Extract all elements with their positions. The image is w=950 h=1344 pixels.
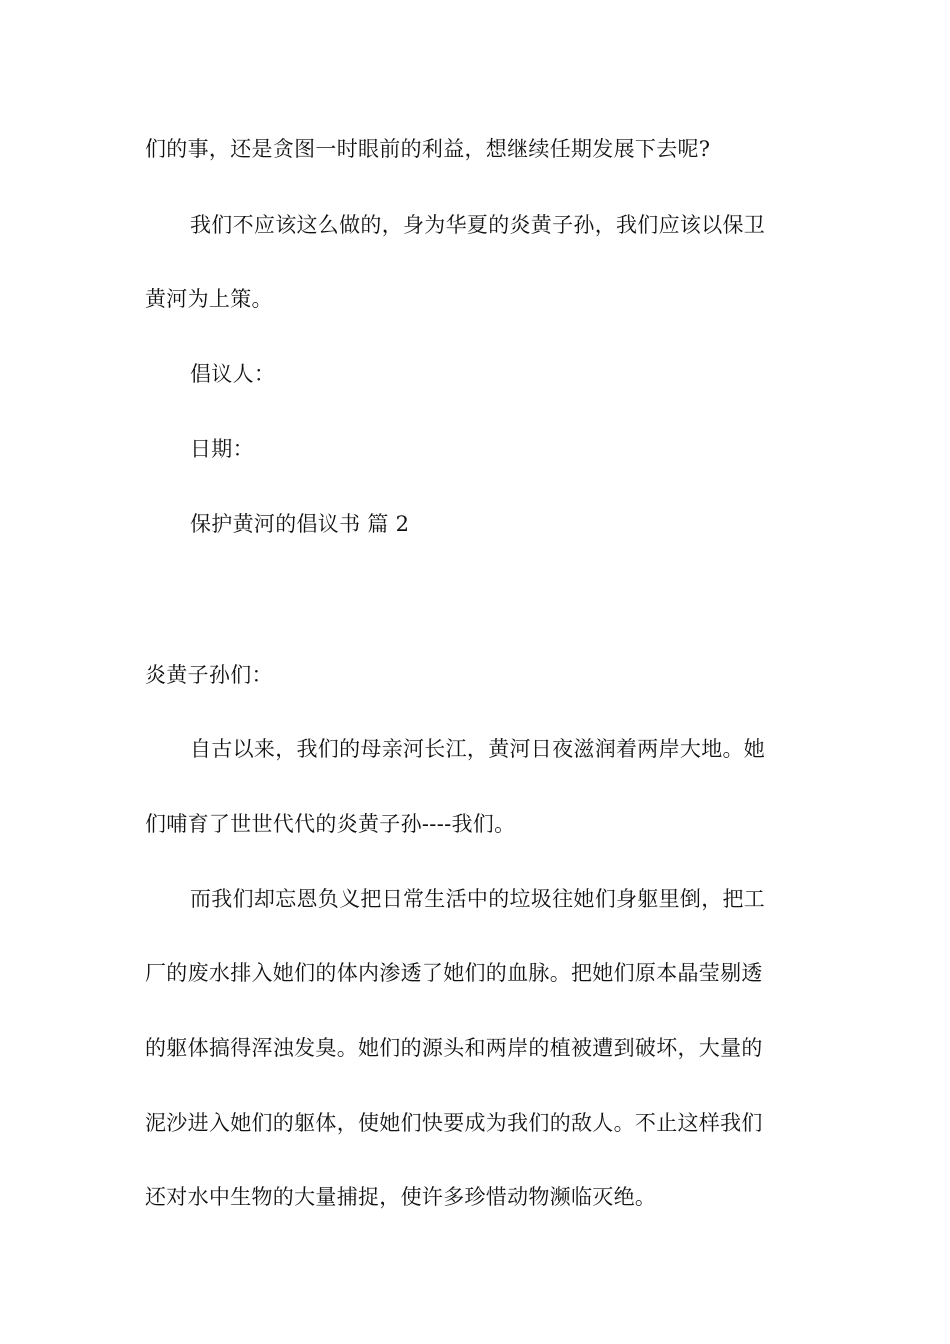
paragraph-line: 们的事，还是贪图一时眼前的利益，想继续任期发展下去呢?	[145, 137, 711, 161]
paragraph-line: 泥沙进入她们的躯体，使她们快要成为我们的敌人。不止这样我们	[145, 1111, 763, 1135]
paragraph-line: 我们不应该这么做的，身为华夏的炎黄子孙，我们应该以保卫	[190, 213, 766, 237]
paragraph-line: 而我们却忘恩负义把日常生活中的垃圾往她们身躯里倒，把工	[190, 887, 766, 911]
date-label: 日期：	[190, 437, 254, 461]
paragraph-line: 还对水中生物的大量捕捉，使许多珍惜动物濒临灭绝。	[145, 1185, 657, 1209]
signature-label: 倡议人：	[190, 362, 276, 386]
salutation: 炎黄子孙们：	[145, 663, 273, 687]
paragraph-line: 厂的废水排入她们的体内渗透了她们的血脉。把她们原本晶莹剔透	[145, 961, 763, 985]
paragraph-line: 黄河为上策。	[145, 287, 273, 311]
paragraph-line: 们哺育了世世代代的炎黄子孙----我们。	[145, 812, 516, 836]
section-heading: 保护黄河的倡议书 篇 2	[190, 512, 410, 536]
paragraph-line: 的躯体搞得浑浊发臭。她们的源头和两岸的植被遭到破坏，大量的	[145, 1036, 763, 1060]
paragraph-line: 自古以来，我们的母亲河长江，黄河日夜滋润着两岸大地。她	[190, 737, 766, 761]
